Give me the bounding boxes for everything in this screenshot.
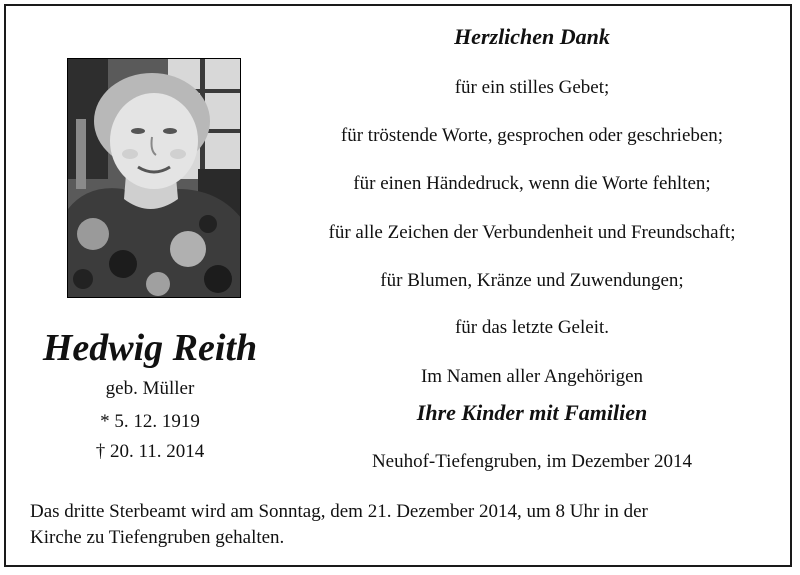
place-date: Neuhof-Tiefengruben, im Dezember 2014 xyxy=(371,451,693,472)
service-notice-line: Das dritte Sterbeamt wird am Sonntag, dem 21. Dezember 2014, um 8 Uhr in der xyxy=(30,501,648,522)
thanks-title: Herzlichen Dank xyxy=(454,24,610,49)
thanks-line: für ein stilles Gebet; xyxy=(454,77,610,98)
portrait-photo xyxy=(67,58,241,298)
thanks-line: für einen Händedruck, wenn die Worte fehlten; xyxy=(353,173,711,194)
thanks-line: für das letzte Geleit. xyxy=(454,317,610,338)
signature: Ihre Kinder mit Familien xyxy=(416,400,648,425)
deceased-name: Hedwig Reith xyxy=(42,327,258,369)
on-behalf-line: Im Namen aller Angehörigen xyxy=(420,366,644,387)
thanks-line: für alle Zeichen der Verbundenheit und Freundschaft; xyxy=(328,222,736,243)
service-notice-line: Kirche zu Tiefengruben gehalten. xyxy=(30,527,285,548)
birth-date: * 5. 12. 1919 xyxy=(100,411,200,432)
service-notice xyxy=(30,499,770,551)
thanks-line: für tröstende Worte, gesprochen oder geschrieben; xyxy=(340,125,724,146)
death-date: † 20. 11. 2014 xyxy=(95,441,205,462)
thanks-line: für Blumen, Kränze und Zuwendungen; xyxy=(380,270,684,291)
maiden-name: geb. Müller xyxy=(105,378,195,399)
